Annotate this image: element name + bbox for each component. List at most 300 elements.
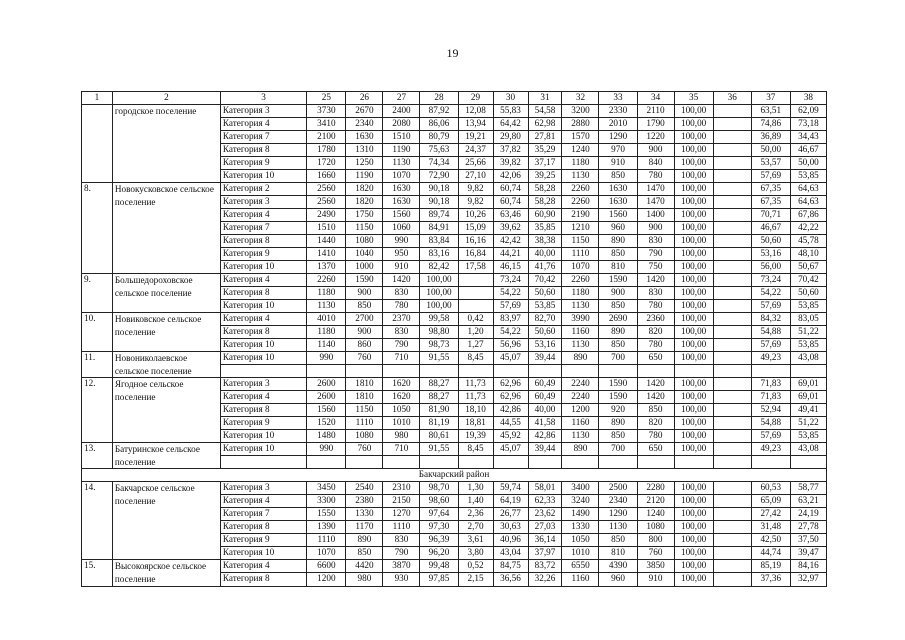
value-cell: 100,00: [674, 534, 713, 547]
header-cell: 27: [383, 92, 420, 105]
value-cell: 1400: [637, 209, 674, 222]
value-cell: [713, 456, 751, 469]
category-cell: Категория 10: [220, 261, 306, 274]
value-cell: 71,83: [751, 391, 790, 404]
value-cell: 100,00: [674, 300, 713, 313]
value-cell: 2,15: [458, 573, 493, 586]
value-cell: 29,80: [493, 131, 528, 144]
settlement-name: [112, 313, 220, 352]
value-cell: 4420: [346, 560, 383, 573]
value-cell: [713, 573, 751, 586]
value-cell: 32,97: [790, 573, 826, 586]
value-cell: [562, 365, 599, 378]
value-cell: 42,50: [751, 534, 790, 547]
value-cell: 990: [383, 235, 420, 248]
value-cell: 49,23: [751, 443, 790, 456]
value-cell: 75,63: [420, 144, 458, 157]
settlement-name: [112, 560, 220, 586]
table-row: [82, 313, 827, 326]
value-cell: [713, 508, 751, 521]
value-cell: 960: [599, 222, 637, 235]
value-cell: 9,82: [458, 183, 493, 196]
value-cell: 63,51: [751, 105, 790, 118]
value-cell: 890: [346, 534, 383, 547]
value-cell: [528, 456, 562, 469]
value-cell: 26,77: [493, 508, 528, 521]
row-number: 12.: [82, 378, 113, 443]
value-cell: 74,34: [420, 157, 458, 170]
value-cell: 2560: [307, 196, 346, 209]
value-cell: 83,72: [528, 560, 562, 573]
value-cell: 100,00: [674, 274, 713, 287]
value-cell: 58,77: [790, 482, 826, 495]
value-cell: 44,21: [493, 248, 528, 261]
value-cell: 1620: [383, 378, 420, 391]
settlement-name: [112, 378, 220, 443]
value-cell: 750: [637, 261, 674, 274]
value-cell: 1390: [307, 521, 346, 534]
value-cell: 2,36: [458, 508, 493, 521]
value-cell: 1420: [383, 274, 420, 287]
value-cell: 1590: [599, 391, 637, 404]
value-cell: 890: [599, 235, 637, 248]
value-cell: 980: [383, 430, 420, 443]
value-cell: [383, 456, 420, 469]
category-cell: Категория 9: [220, 417, 306, 430]
value-cell: 44,55: [493, 417, 528, 430]
value-cell: 100,00: [674, 170, 713, 183]
value-cell: 2600: [307, 378, 346, 391]
value-cell: 58,01: [528, 482, 562, 495]
value-cell: 3850: [637, 560, 674, 573]
value-cell: 970: [599, 144, 637, 157]
value-cell: 800: [637, 534, 674, 547]
value-cell: [713, 482, 751, 495]
value-cell: 30,63: [493, 521, 528, 534]
value-cell: 42,22: [790, 222, 826, 235]
value-cell: 37,50: [790, 534, 826, 547]
value-cell: 31,48: [751, 521, 790, 534]
value-cell: [713, 222, 751, 235]
value-cell: [599, 456, 637, 469]
row-number: 10.: [82, 313, 113, 352]
value-cell: 100,00: [674, 547, 713, 560]
value-cell: 56,00: [751, 261, 790, 274]
value-cell: 50,67: [790, 261, 826, 274]
value-cell: 850: [346, 300, 383, 313]
value-cell: [458, 300, 493, 313]
row-number: 8.: [82, 183, 113, 274]
value-cell: 50,00: [751, 144, 790, 157]
value-cell: 2700: [346, 313, 383, 326]
category-cell: Категория 2: [220, 183, 306, 196]
value-cell: 63,46: [493, 209, 528, 222]
value-cell: 780: [383, 300, 420, 313]
value-cell: [713, 365, 751, 378]
header-cell: 34: [637, 92, 674, 105]
value-cell: 2490: [307, 209, 346, 222]
value-cell: 3200: [562, 105, 599, 118]
value-cell: 98,73: [420, 339, 458, 352]
value-cell: 42,86: [493, 404, 528, 417]
value-cell: 810: [599, 547, 637, 560]
value-cell: 23,62: [528, 508, 562, 521]
value-cell: 6600: [307, 560, 346, 573]
value-cell: [790, 456, 826, 469]
value-cell: 19,21: [458, 131, 493, 144]
value-cell: 760: [346, 443, 383, 456]
value-cell: 60,53: [751, 482, 790, 495]
row-number: 14.: [82, 482, 113, 560]
value-cell: [713, 287, 751, 300]
value-cell: [713, 248, 751, 261]
value-cell: 1180: [307, 326, 346, 339]
header-cell: 35: [674, 92, 713, 105]
district-row: [82, 469, 827, 482]
value-cell: [458, 365, 493, 378]
header-cell: 26: [346, 92, 383, 105]
value-cell: 51,22: [790, 326, 826, 339]
value-cell: 1080: [346, 235, 383, 248]
value-cell: 100,00: [674, 313, 713, 326]
value-cell: 1310: [346, 144, 383, 157]
value-cell: 81,90: [420, 404, 458, 417]
value-cell: 58,28: [528, 183, 562, 196]
value-cell: [713, 157, 751, 170]
value-cell: 1660: [307, 170, 346, 183]
value-cell: 1170: [346, 521, 383, 534]
value-cell: [420, 456, 458, 469]
value-cell: 100,00: [674, 261, 713, 274]
category-cell: Категория 7: [220, 222, 306, 235]
value-cell: 1160: [562, 573, 599, 586]
value-cell: [713, 560, 751, 573]
value-cell: 39,62: [493, 222, 528, 235]
value-cell: 24,19: [790, 508, 826, 521]
value-cell: [346, 456, 383, 469]
value-cell: 37,82: [493, 144, 528, 157]
category-cell: Категория 9: [220, 534, 306, 547]
value-cell: 1570: [562, 131, 599, 144]
value-cell: 1720: [307, 157, 346, 170]
value-cell: 62,09: [790, 105, 826, 118]
value-cell: 650: [637, 443, 674, 456]
settlement-name-text: Батуринское сельское поселение: [114, 444, 200, 467]
value-cell: 1330: [346, 508, 383, 521]
value-cell: 900: [346, 287, 383, 300]
value-cell: [637, 365, 674, 378]
value-cell: 1210: [562, 222, 599, 235]
value-cell: 2240: [562, 391, 599, 404]
value-cell: 62,96: [493, 378, 528, 391]
value-cell: 1010: [383, 417, 420, 430]
value-cell: 100,00: [674, 404, 713, 417]
value-cell: 100,00: [674, 430, 713, 443]
value-cell: 45,92: [493, 430, 528, 443]
value-cell: 890: [599, 417, 637, 430]
value-cell: 2340: [599, 495, 637, 508]
value-cell: 100,00: [674, 248, 713, 261]
value-cell: 1290: [599, 508, 637, 521]
value-cell: 1270: [383, 508, 420, 521]
value-cell: 1130: [562, 300, 599, 313]
value-cell: 840: [637, 157, 674, 170]
value-cell: [493, 365, 528, 378]
value-cell: 16,16: [458, 235, 493, 248]
value-cell: 58,28: [528, 196, 562, 209]
value-cell: 2330: [599, 105, 637, 118]
data-table: [81, 91, 827, 587]
value-cell: [713, 300, 751, 313]
value-cell: 2310: [383, 482, 420, 495]
value-cell: 100,00: [674, 118, 713, 131]
value-cell: 1510: [383, 131, 420, 144]
value-cell: 760: [346, 352, 383, 365]
row-number: 13.: [82, 443, 113, 469]
value-cell: [420, 365, 458, 378]
value-cell: 2880: [562, 118, 599, 131]
value-cell: 60,49: [528, 391, 562, 404]
value-cell: 100,00: [674, 287, 713, 300]
value-cell: 60,74: [493, 183, 528, 196]
value-cell: 70,42: [528, 274, 562, 287]
value-cell: 1,20: [458, 326, 493, 339]
value-cell: 1150: [562, 235, 599, 248]
value-cell: 890: [562, 443, 599, 456]
value-cell: 1810: [346, 391, 383, 404]
value-cell: 1130: [562, 430, 599, 443]
value-cell: 6550: [562, 560, 599, 573]
value-cell: 1550: [307, 508, 346, 521]
value-cell: [713, 391, 751, 404]
settlement-name-text: Большедороховское сельское поселение: [114, 275, 193, 298]
value-cell: 1630: [346, 131, 383, 144]
value-cell: 890: [562, 352, 599, 365]
value-cell: [307, 456, 346, 469]
value-cell: 34,43: [790, 131, 826, 144]
value-cell: 760: [637, 547, 674, 560]
value-cell: 1630: [383, 196, 420, 209]
value-cell: 930: [383, 573, 420, 586]
value-cell: 100,00: [674, 183, 713, 196]
value-cell: 24,37: [458, 144, 493, 157]
value-cell: 72,90: [420, 170, 458, 183]
settlement-name-text: Высокоярское сельское поселение: [114, 561, 207, 584]
value-cell: 1820: [346, 183, 383, 196]
value-cell: 1080: [637, 521, 674, 534]
value-cell: [713, 352, 751, 365]
value-cell: 780: [637, 339, 674, 352]
value-cell: 3730: [307, 105, 346, 118]
value-cell: 100,00: [674, 131, 713, 144]
value-cell: 100,00: [674, 443, 713, 456]
header-row: [82, 92, 827, 105]
value-cell: [713, 170, 751, 183]
table-row: [82, 560, 827, 573]
value-cell: 1560: [307, 404, 346, 417]
category-cell: Категория 10: [220, 547, 306, 560]
value-cell: 1240: [562, 144, 599, 157]
value-cell: 1630: [383, 183, 420, 196]
value-cell: [713, 196, 751, 209]
value-cell: [751, 365, 790, 378]
value-cell: 1070: [383, 170, 420, 183]
value-cell: 70,42: [790, 274, 826, 287]
value-cell: [713, 326, 751, 339]
value-cell: 1510: [307, 222, 346, 235]
category-cell: Категория 3: [220, 378, 306, 391]
value-cell: [713, 404, 751, 417]
value-cell: 90,18: [420, 196, 458, 209]
value-cell: 900: [346, 326, 383, 339]
value-cell: 1630: [599, 196, 637, 209]
value-cell: 50,60: [528, 287, 562, 300]
value-cell: 27,81: [528, 131, 562, 144]
value-cell: 96,20: [420, 547, 458, 560]
value-cell: 64,63: [790, 183, 826, 196]
value-cell: 1130: [562, 170, 599, 183]
value-cell: 1110: [383, 521, 420, 534]
value-cell: 11,73: [458, 391, 493, 404]
value-cell: 99,58: [420, 313, 458, 326]
value-cell: [674, 365, 713, 378]
value-cell: 41,58: [528, 417, 562, 430]
value-cell: 99,48: [420, 560, 458, 573]
value-cell: 1630: [599, 183, 637, 196]
value-cell: 36,56: [493, 573, 528, 586]
value-cell: 62,96: [493, 391, 528, 404]
value-cell: 2110: [637, 105, 674, 118]
value-cell: 2,70: [458, 521, 493, 534]
value-cell: 1040: [346, 248, 383, 261]
value-cell: 1420: [637, 391, 674, 404]
value-cell: 55,83: [493, 105, 528, 118]
value-cell: 57,69: [493, 300, 528, 313]
header-cell: 29: [458, 92, 493, 105]
value-cell: 54,22: [493, 326, 528, 339]
value-cell: [493, 456, 528, 469]
value-cell: 1220: [637, 131, 674, 144]
table-row: [82, 443, 827, 456]
value-cell: 1780: [307, 144, 346, 157]
value-cell: 780: [637, 170, 674, 183]
value-cell: 900: [599, 287, 637, 300]
value-cell: 1160: [562, 417, 599, 430]
value-cell: 82,42: [420, 261, 458, 274]
value-cell: 100,00: [674, 144, 713, 157]
value-cell: 1130: [307, 300, 346, 313]
value-cell: 1590: [599, 274, 637, 287]
value-cell: [674, 456, 713, 469]
value-cell: 2080: [383, 118, 420, 131]
value-cell: 18,10: [458, 404, 493, 417]
header-cell: 32: [562, 92, 599, 105]
value-cell: 100,00: [674, 495, 713, 508]
value-cell: 3240: [562, 495, 599, 508]
category-cell: Категория 10: [220, 339, 306, 352]
category-cell: Категория 4: [220, 274, 306, 287]
value-cell: 82,70: [528, 313, 562, 326]
settlement-name: [112, 105, 220, 183]
value-cell: 790: [383, 339, 420, 352]
value-cell: [562, 456, 599, 469]
value-cell: 860: [346, 339, 383, 352]
value-cell: 2670: [346, 105, 383, 118]
value-cell: [713, 209, 751, 222]
value-cell: 54,88: [751, 417, 790, 430]
category-cell: Категория 4: [220, 209, 306, 222]
value-cell: 89,74: [420, 209, 458, 222]
value-cell: 2260: [562, 274, 599, 287]
value-cell: [458, 287, 493, 300]
category-cell: Категория 10: [220, 352, 306, 365]
header-cell: 2: [112, 92, 220, 105]
value-cell: 2260: [307, 274, 346, 287]
value-cell: 62,98: [528, 118, 562, 131]
category-cell: Категория 10: [220, 170, 306, 183]
value-cell: [713, 547, 751, 560]
value-cell: [458, 456, 493, 469]
category-cell: Категория 8: [220, 287, 306, 300]
value-cell: 2690: [599, 313, 637, 326]
value-cell: 43,04: [493, 547, 528, 560]
value-cell: 830: [383, 287, 420, 300]
value-cell: 50,60: [751, 235, 790, 248]
value-cell: 98,80: [420, 326, 458, 339]
value-cell: 2100: [307, 131, 346, 144]
value-cell: 32,26: [528, 573, 562, 586]
value-cell: 0,52: [458, 560, 493, 573]
value-cell: 1080: [346, 430, 383, 443]
value-cell: 60,74: [493, 196, 528, 209]
value-cell: 820: [637, 417, 674, 430]
value-cell: 69,01: [790, 391, 826, 404]
value-cell: 46,67: [790, 144, 826, 157]
value-cell: 60,90: [528, 209, 562, 222]
table-row: [82, 378, 827, 391]
value-cell: 1590: [599, 378, 637, 391]
value-cell: 70,71: [751, 209, 790, 222]
settlement-name-text: Новиковское сельское поселение: [114, 314, 202, 337]
value-cell: 2150: [383, 495, 420, 508]
value-cell: 45,07: [493, 352, 528, 365]
value-cell: 1290: [599, 131, 637, 144]
value-cell: 850: [599, 248, 637, 261]
value-cell: 97,64: [420, 508, 458, 521]
value-cell: [713, 417, 751, 430]
settlement-name-text: Новониколаевское сельское поселение: [114, 353, 192, 376]
value-cell: 87,92: [420, 105, 458, 118]
value-cell: 59,74: [493, 482, 528, 495]
table-row: [82, 482, 827, 495]
value-cell: 1490: [562, 508, 599, 521]
category-cell: Категория 4: [220, 560, 306, 573]
value-cell: 1370: [307, 261, 346, 274]
value-cell: 27,78: [790, 521, 826, 534]
value-cell: [713, 430, 751, 443]
category-cell: Категория 8: [220, 573, 306, 586]
value-cell: 4010: [307, 313, 346, 326]
value-cell: 50,60: [528, 326, 562, 339]
header-cell: 25: [307, 92, 346, 105]
value-cell: 27,42: [751, 508, 790, 521]
value-cell: 57,69: [751, 300, 790, 313]
category-cell: Категория 4: [220, 495, 306, 508]
value-cell: 2370: [383, 313, 420, 326]
value-cell: 83,97: [493, 313, 528, 326]
category-cell: Категория 3: [220, 105, 306, 118]
value-cell: 0,42: [458, 313, 493, 326]
